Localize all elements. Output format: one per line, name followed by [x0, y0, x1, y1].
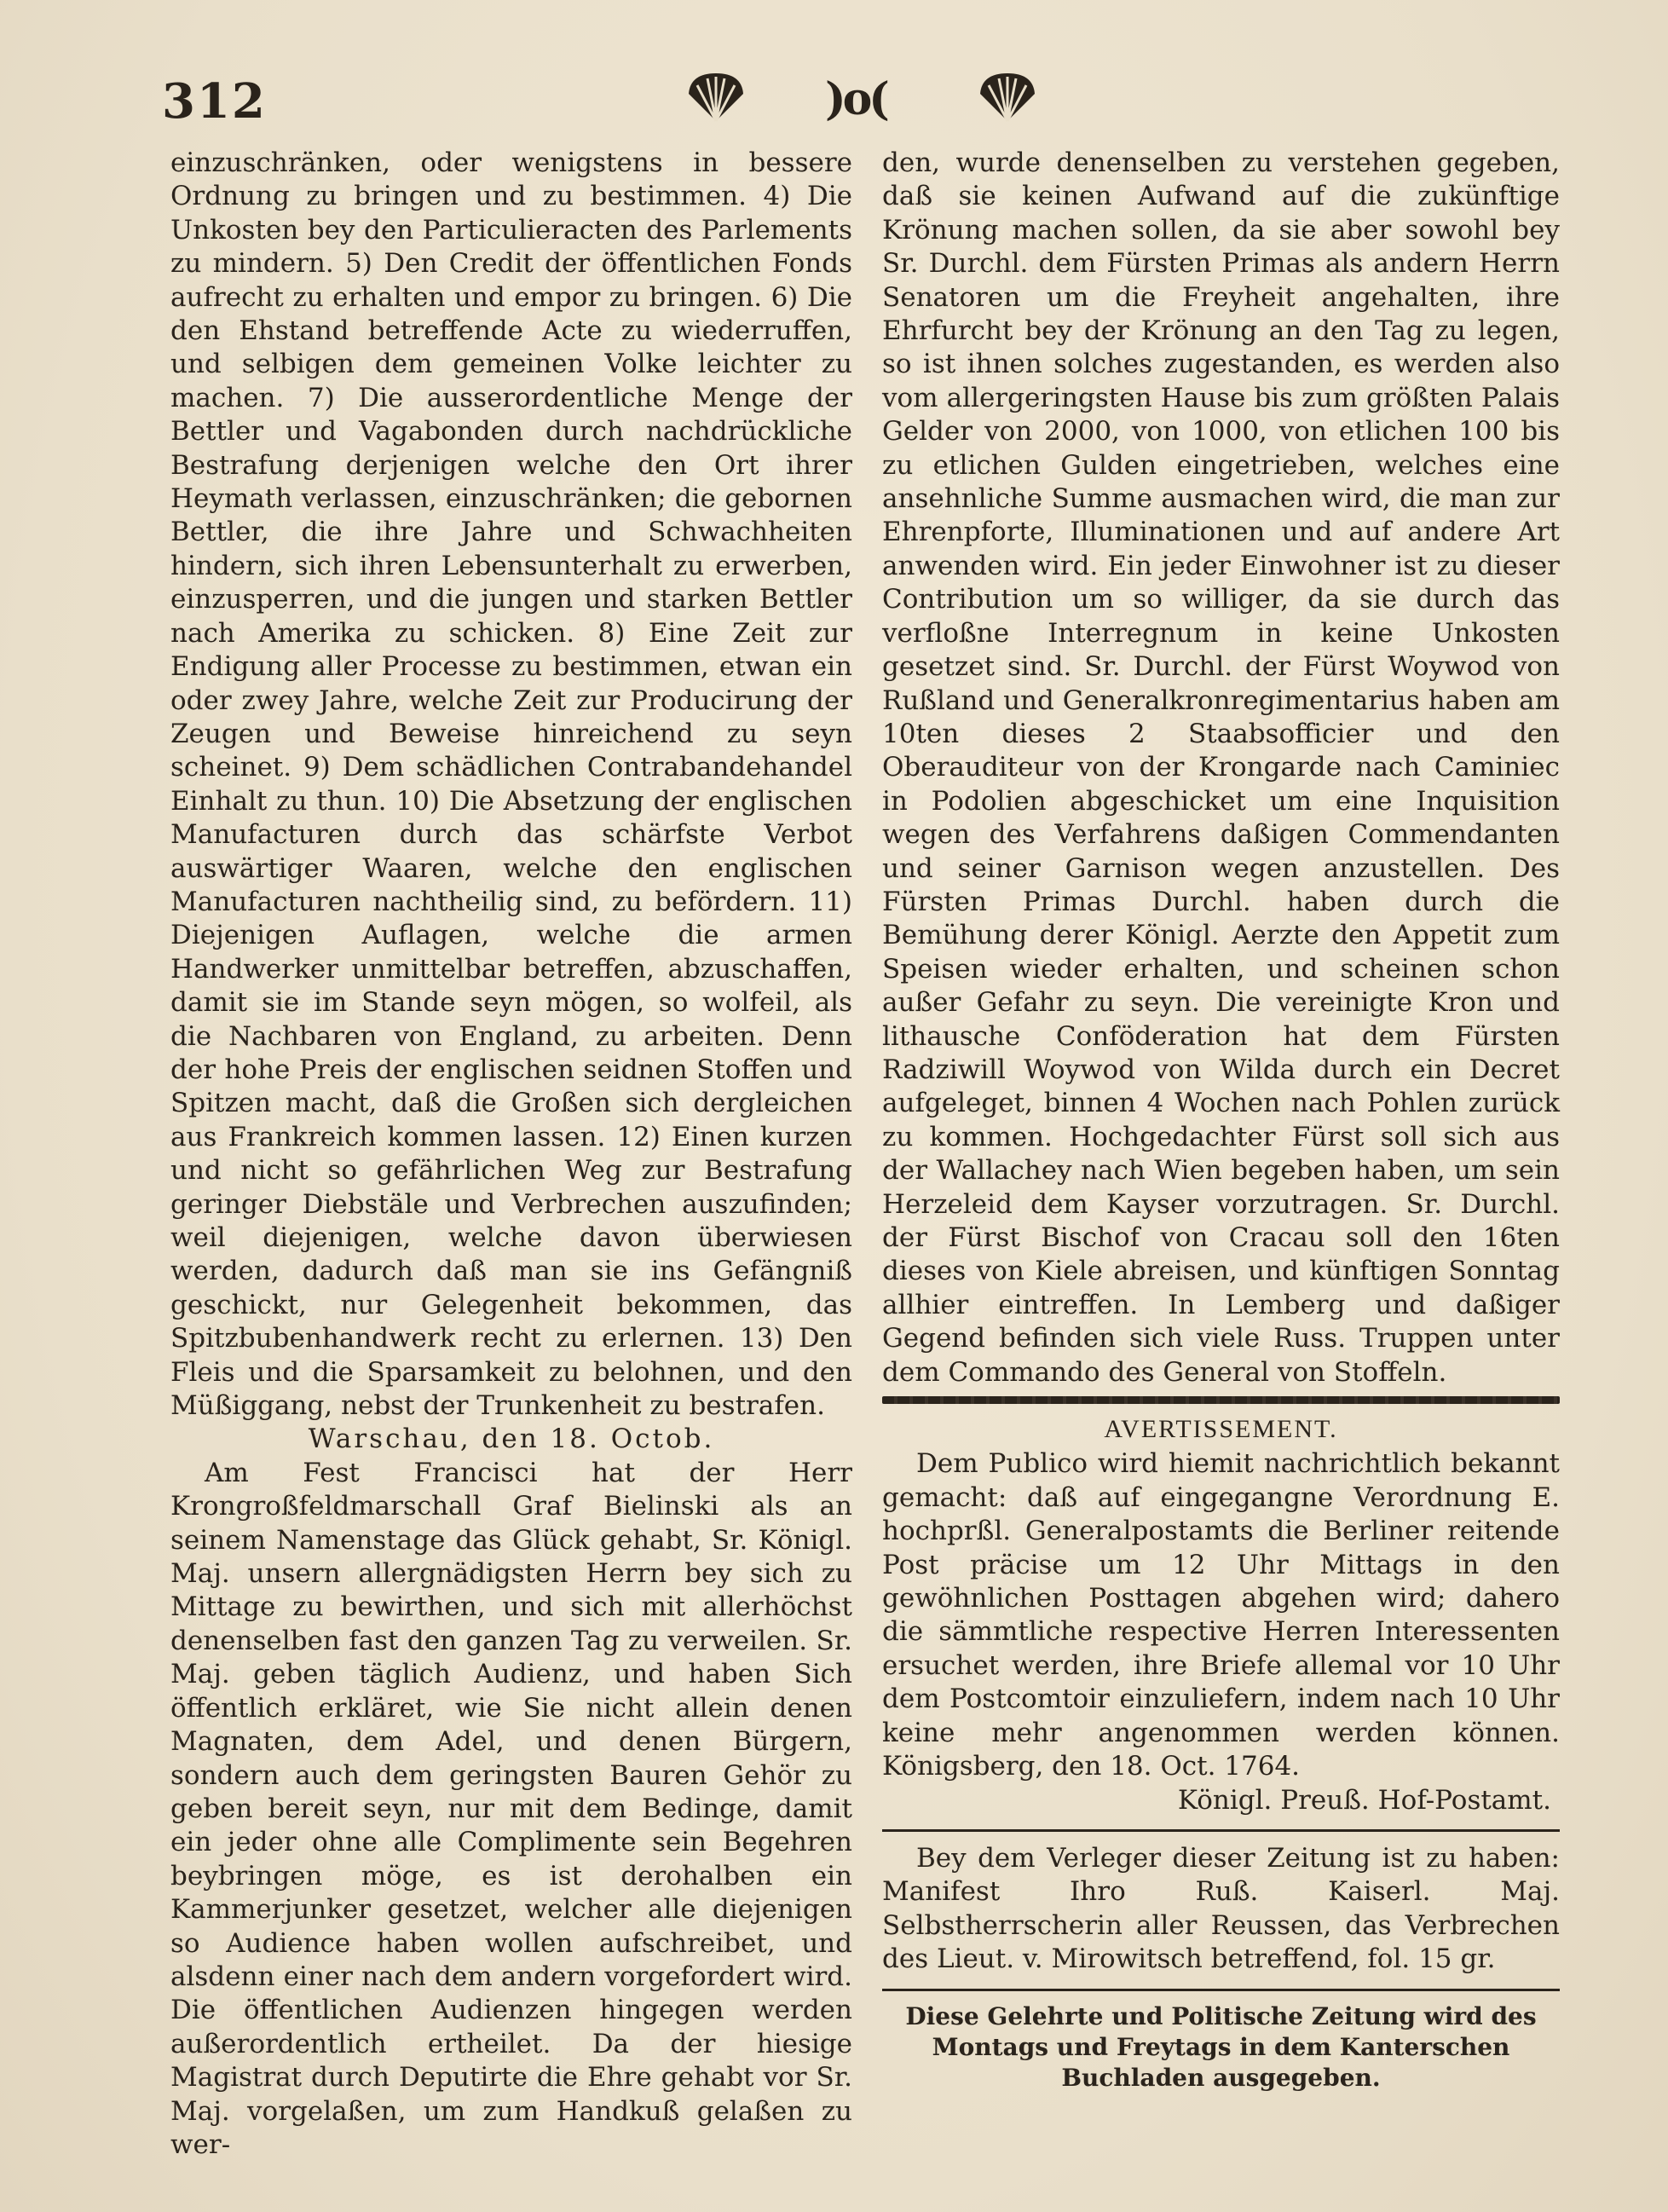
page-number: 312	[162, 73, 267, 130]
right-column	[882, 147, 1560, 2094]
avertissement-signature: Königl. Preuß. Hof-Postamt.	[1177, 1784, 1551, 1816]
page-header	[0, 68, 1668, 145]
shell-ornament-left-icon	[682, 68, 750, 128]
section-divider	[882, 1989, 1560, 1991]
section-divider	[882, 1829, 1560, 1832]
section-divider	[882, 1396, 1560, 1404]
article-paragraph: Am Fest Francisci hat der Herr Krongroßfeldmarschall Graf Bielinski als an seinem Namenstage das Glück gehabt, Sr. Königl. Maj. unsern allergnädigsten Herrn bey sich zu Mittage zu bewirthen, und sich mit allerhöchst denenselben fast den ganzen Tag zu verweilen. Sr. Maj. geben täglich Audienz, und haben Sich öffentlich erkläret, wie Sie nicht allein denen Magnaten, dem Adel, und denen Bürgern, sondern auch dem geringsten Bauren Gehör zu geben bereit seyn, nur mit dem Bedinge, damit ein jeder ohne alle Complimente sein Begehren beybringen möge, es ist derohalben ein Kammerjunker gesetzet, welcher alle diejenigen so Audience haben wollen aufschreibet, und alsdenn einer nach dem andern vorgefordert wird. Die öffentlichen Audienzen hingegen werden außerordentlich ertheilet. Da der hiesige Magistrat durch Deputirte die Ehre gehabt vor Sr. Maj. vorgelaßen, um zum Handkuß gelaßen zu wer-	[170, 1457, 852, 2160]
header-divider: )o(	[825, 73, 886, 125]
article-paragraph: einzuschränken, oder wenigstens in bessere Ordnung zu bringen und zu bestimmen. 4) Die Unkosten bey den Particulieracten des Parlements zu mindern. 5) Den Credit der öffentlichen Fonds aufrecht zu erhalten und empor zu bringen. 6) Die den Ehstand betreffende Acte zu wiederruffen, und selbigen dem gemeinen Volke leichter zu machen. 7) Die ausserordentliche Menge der Bettler und Vagabonden durch nachdrückliche Bestrafung derjenigen welche den Ort ihrer Heymath verlassen, einzuschränken; die gebornen Bettler, die ihre Jahre und Schwachheiten hindern, sich ihren Lebensunterhalt zu erwerben, einzusperren, und die jungen und starken Bettler nach Amerika zu schicken. 8) Eine Zeit zur Endigung aller Processe zu bestimmen, etwan ein oder zwey Jahre, welche Zeit zur Producirung der Zeugen und Beweise hinreichend zu seyn scheinet. 9) Dem schädlichen Contrabandehandel Einhalt zu thun. 10) Die Absetzung der englischen Manufacturen durch das schärfste Verbot auswärtiger Waaren, welche den englischen Manufacturen nachtheilig sind, zu befördern. 11) Diejenigen Auflagen, welche die armen Handwerker unmittelbar betreffen, abzuschaffen, damit sie im Stande seyn mögen, so wolfeil, als die Nachbaren von England, zu arbeiten. Denn der hohe Preis der englischen seidnen Stoffen und Spitzen macht, daß die Großen sich dergleichen aus Frankreich kommen lassen. 12) Einen kurzen und nicht so gefährlichen Weg zur Bestrafung geringer Diebstäle und Verbrechen auszufinden; weil diejenigen, welche davon überwiesen werden, dadurch daß man sie ins Gefängniß geschickt, nur Gelegenheit bekommen, das Spitzbubenhandwerk recht zu erlernen. 13) Den Fleis und die Sparsamkeit zu belohnen, und den Müßiggang, nebst der Trunkenheit zu bestrafen.	[170, 147, 852, 1422]
left-column	[170, 147, 852, 2162]
footer-notice: Diese Gelehrte und Politische Zeitung wird des Montags und Freytags in dem Kanterschen Buchladen ausgegeben.	[905, 2001, 1537, 2092]
article-paragraph: den, wurde denenselben zu verstehen gegeben, daß sie keinen Aufwand auf die zukünftige Krönung machen sollen, da sie aber sowohl bey Sr. Durchl. dem Fürsten Primas als andern Herrn Senatoren um die Freyheit angehalten, ihre Ehrfurcht bey der Krönung an den Tag zu legen, so ist ihnen solches zugestanden, es werden also vom allergeringsten Hause bis zum größten Palais Gelder von 2000, von 1000, von etlichen 100 bis zu etlichen Gulden eingetrieben, welches eine ansehnliche Summe ausmachen wird, die man zur Ehrenpforte, Illuminationen und auf andere Art anwenden wird. Ein jeder Einwohner ist zu dieser Contribution um so williger, da sie durch das verfloßne Interregnum in keine Unkosten gesetzet sind. Sr. Durchl. der Fürst Woywod von Rußland und Generalkronregimentarius haben am 10ten dieses 2 Staabsofficier und den Oberauditeur von der Krongarde nach Caminiec in Podolien abgeschicket um eine Inquisition wegen des Verfahrens daßigen Commendanten und seiner Garnison wegen anzustellen. Des Fürsten Primas Durchl. haben durch die Bemühung derer Königl. Aerzte den Appetit zum Speisen wieder erhalten, und scheinen schon außer Gefahr zu seyn. Die vereinigte Kron und lithausche Conföderation hat dem Fürsten Radziwill Woywod von Wilda durch ein Decret aufgeleget, binnen 4 Wochen nach Pohlen zurück zu kommen. Hochgedachter Fürst soll sich aus der Wallachey nach Wien begeben haben, um sein Herzeleid dem Kayser vorzutragen. Sr. Durchl. der Fürst Bischof von Cracau soll den 16ten dieses von Kiele abreisen, und künftigen Sonntag allhier eintreffen. In Lemberg und daßiger Gegend befinden sich viele Russ. Truppen unter dem Commando des General von Stoffeln.	[882, 147, 1560, 1388]
avertissement-title: AVERTISSEMENT.	[1104, 1415, 1338, 1444]
shell-ornament-right-icon	[973, 68, 1042, 128]
publisher-note: Bey dem Verleger dieser Zeitung ist zu haben: Manifest Ihro Ruß. Kaiserl. Maj. Selbstherrscherin aller Reussen, das Verbrechen des Lieut. v. Mirowitsch betreffend, fol. 15 gr.	[882, 1842, 1560, 1975]
dateline: Warschau, den 18. Octob.	[308, 1424, 715, 1455]
avertissement-text: Dem Publico wird hiemit nachrichtlich bekannt gemacht: daß auf eingegangne Verordnung E. hochprßl. Generalpostamts die Berliner reitende Post präcise um 12 Uhr Mittags in den gewöhnlichen Posttagen abgehen wird; dahero die sämmtliche respective Herren Interessenten ersuchet werden, ihre Briefe allemal vor 10 Uhr dem Postcomtoir einzuliefern, indem nach 10 Uhr keine mehr angenommen werden können. Königsberg, den 18. Oct. 1764.	[882, 1448, 1560, 1782]
